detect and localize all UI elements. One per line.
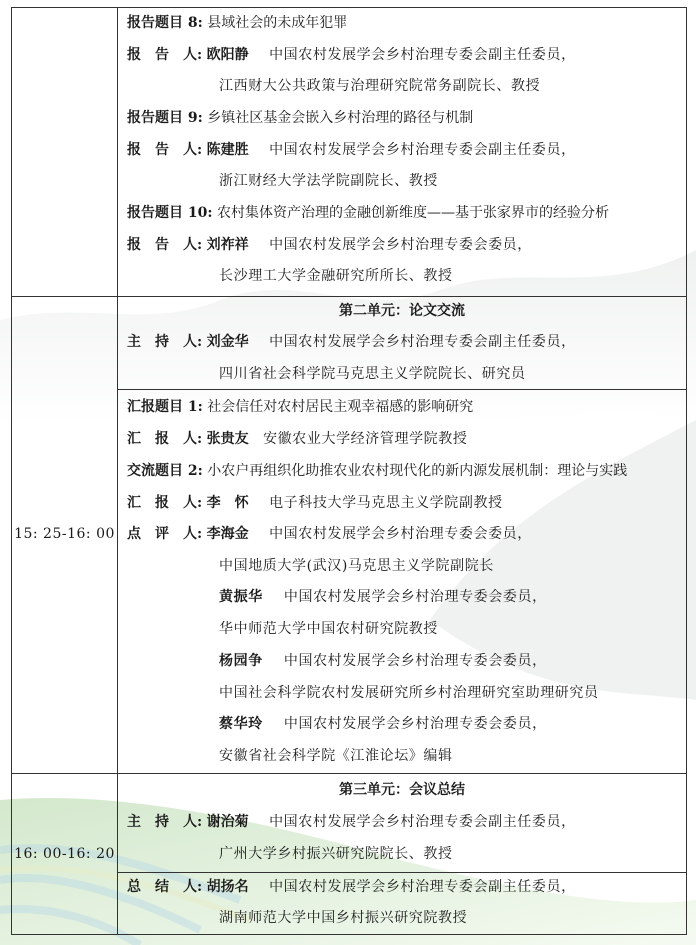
- reviewer-3-affiliation: 中国社会科学院农村发展研究所乡村治理研究室助理研究员: [219, 685, 599, 701]
- reviewer-2-affiliation: 华中师范大学中国农村研究院教授: [219, 621, 438, 637]
- session-3-host-affiliation: 广州大学乡村振兴研究院院长、教授: [219, 846, 453, 862]
- presenter-2: 汇 报 人: 李 怀 电子科技大学马克思主义学院副教授: [127, 495, 503, 511]
- reporter-9-affiliation: 浙江财经大学法学院副院长、教授: [219, 173, 438, 189]
- report-topic-9: 报告题目 9: 乡镇社区基金会嵌入乡村治理的路径与机制: [127, 110, 474, 126]
- session-2-host-affiliation: 四川省社会科学院马克思主义学院院长、研究员: [219, 366, 526, 382]
- reviewer-1: 点 评 人: 李海金 中国农村发展学会乡村治理专委会委员，: [127, 526, 532, 542]
- table-border-bottom: [11, 934, 687, 935]
- reviewer-4-affiliation: 安徽省社会科学院《江淮论坛》编辑: [219, 748, 453, 764]
- reviewer-4: 蔡华玲 中国农村发展学会乡村治理专委会委员，: [219, 716, 547, 732]
- reviewer-3: 杨园争 中国农村发展学会乡村治理专委会委员，: [219, 653, 547, 669]
- table-border-top: [11, 7, 687, 8]
- reviewer-2: 黄振华 中国农村发展学会乡村治理专委会委员，: [219, 589, 547, 605]
- session-3-time: 16: 00-16: 20: [14, 846, 115, 862]
- summarizer: 总 结 人: 胡扬名 中国农村发展学会乡村治理专委会副主任委员，: [127, 879, 576, 895]
- session-3-title: 第三单元：会议总结: [339, 782, 465, 798]
- reporter-10: 报 告 人: 刘祚祥 中国农村发展学会乡村治理专委会委员，: [127, 237, 532, 253]
- presenter-1: 汇 报 人: 张贵友 安徽农业大学经济管理学院教授: [127, 431, 468, 447]
- row-divider: [11, 773, 687, 774]
- session-2-host: 主 持 人: 刘金华 中国农村发展学会乡村治理专委会副主任委员，: [127, 334, 576, 350]
- report-topic-8: 报告题目 8: 县域社会的未成年犯罪: [127, 15, 348, 31]
- session-2-time: 15: 25-16: 00: [14, 526, 115, 542]
- session-2-title: 第二单元：论文交流: [339, 303, 465, 319]
- session-3-host: 主 持 人: 谢治菊 中国农村发展学会乡村治理专委会副主任委员，: [127, 814, 576, 830]
- summarizer-affiliation: 湖南师范大学中国乡村振兴研究院教授: [219, 910, 468, 926]
- reporter-10-affiliation: 长沙理工大学金融研究所所长、教授: [219, 268, 453, 284]
- reporter-9: 报 告 人: 陈建胜 中国农村发展学会乡村治理专委会副主任委员，: [127, 142, 576, 158]
- presentation-topic-1: 汇报题目 1: 社会信任对农村居民主观幸福感的影响研究: [127, 399, 474, 415]
- reviewer-1-affiliation: 中国地质大学(武汉)马克思主义学院副院长: [219, 558, 494, 574]
- reporter-8-affiliation: 江西财大公共政策与治理研究院常务副院长、教授: [219, 78, 541, 94]
- report-topic-10: 报告题目 10: 农村集体资产治理的金融创新维度——基于张家界市的经验分析: [127, 205, 609, 221]
- exchange-topic-2: 交流题目 2: 小农户再组织化助推农业农村现代化的新内源发展机制：理论与实践: [127, 463, 628, 479]
- table-border-left: [11, 7, 12, 935]
- reporter-8: 报 告 人: 欧阳静 中国农村发展学会乡村治理专委会副主任委员，: [127, 47, 576, 63]
